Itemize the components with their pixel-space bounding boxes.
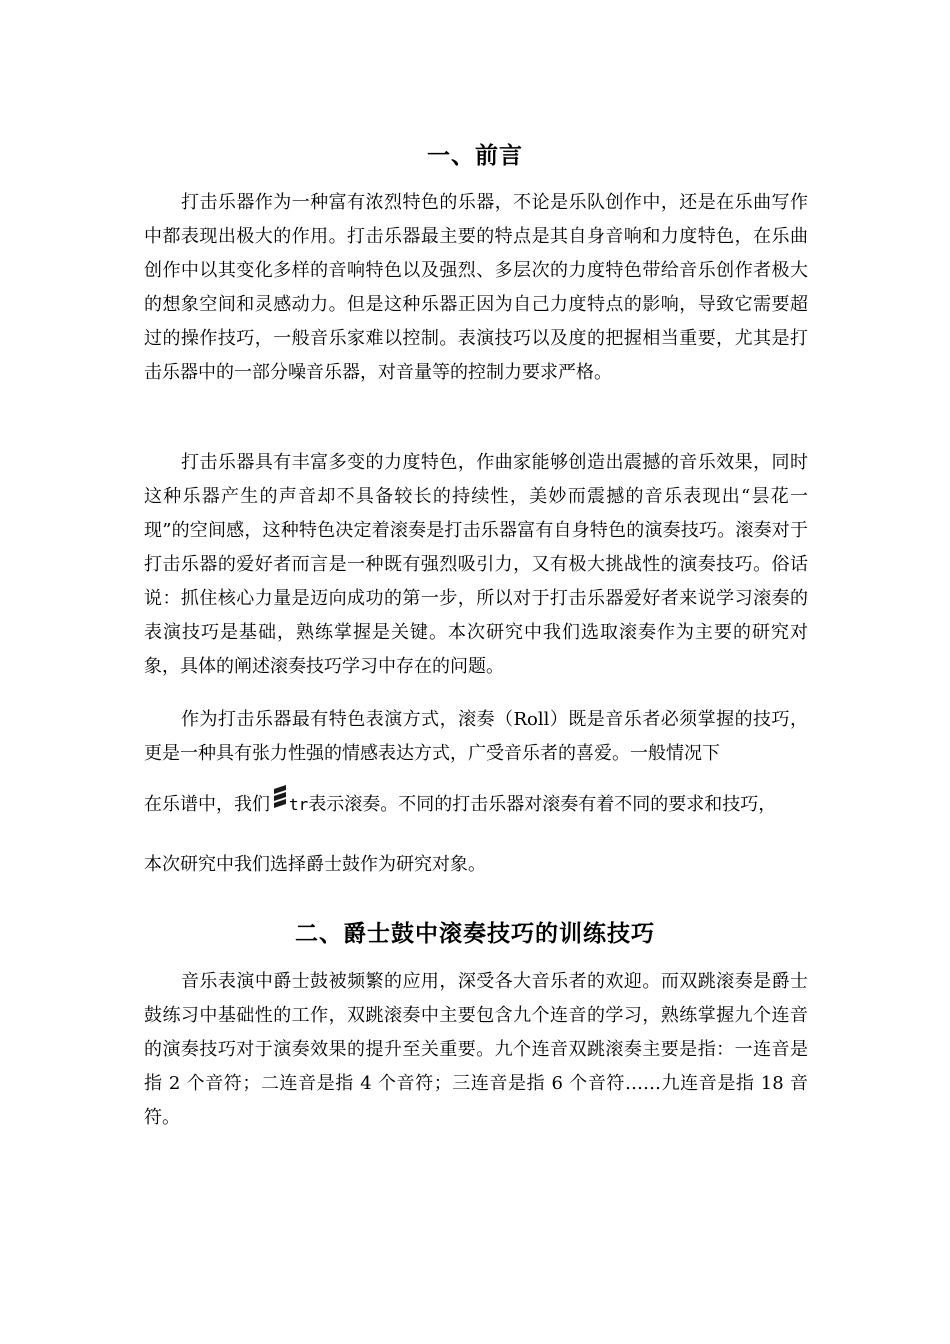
paragraph-roll-part2	[144, 784, 808, 823]
paragraph-intro-1: 打击乐器作为一种富有浓烈特色的乐器，不论是乐队创作中，还是在乐曲写作中都表现出极大的作用。打击乐器最主要的特点是其自身音响和力度特色，在乐曲创作中以其变化多样的音响特色以及强烈、多层次的力度特色带给音乐创作者极大的想象空间和灵感动力。但是这种乐器正因为自己力度特点的影响，导致它需要超过的操作技巧，一般音乐家难以控制。表演技巧以及度的把握相当重要，尤其是打击乐器中的一部分噪音乐器，对音量等的控制力要求严格。	[144, 192, 808, 383]
paragraph-roll-part1: 作为打击乐器最有特色表演方式，滚奏（Roll）既是音乐者必须掌握的技巧，更是一种具有张力性强的情感表达方式，广受音乐者的喜爱。一般情况下	[144, 709, 808, 764]
paragraph-jazz-drum-1: 音乐表演中爵士鼓被频繁的应用，深受各大音乐者的欢迎。而双跳滚奏是爵士鼓练习中基础性的工作，双跳滚奏中主要包含九个连音的学习，熟练掌握九个连音的演奏技巧对于演奏效果的提升至关重要。九个连音双跳滚奏主要是指：一连音是指 2 个音符；二连音是指 4 个音符；三连音是指 6 个音符……九连音是指 18 音符。	[144, 971, 808, 1128]
tremolo-slash-icon	[272, 784, 288, 812]
roll-text-after-icon: 表示滚奏。不同的打击乐器对滚奏有着不同的要求和技巧，	[308, 794, 777, 815]
roll-text-before-icon: 在乐谱中，我们	[144, 794, 270, 815]
section-heading-introduction: 一、前言	[427, 143, 523, 169]
paragraph-roll-part3: 本次研究中我们选择爵士鼓作为研究对象。	[144, 854, 486, 875]
section-heading-jazz-drum: 二、爵士鼓中滚奏技巧的训练技巧	[295, 921, 655, 947]
trill-symbol: tr	[289, 795, 309, 814]
paragraph-intro-2: 打击乐器具有丰富多变的力度特色，作曲家能够创造出震撼的音乐效果，同时这种乐器产生的声音却不具备较长的持续性，美妙而震撼的音乐表现出“昙花一现”的空间感，这种特色决定着滚奏是打击乐器富有自身特色的演奏技巧。滚奏对于打击乐器的爱好者而言是一种既有强烈吸引力，又有极大挑战性的演奏技巧。俗话说：抓住核心力量是迈向成功的第一步，所以对于打击乐器爱好者来说学习滚奏的表演技巧是基础，熟练掌握是关键。本次研究中我们选取滚奏作为主要的研究对象，具体的阐述滚奏技巧学习中存在的问题。	[144, 452, 808, 677]
